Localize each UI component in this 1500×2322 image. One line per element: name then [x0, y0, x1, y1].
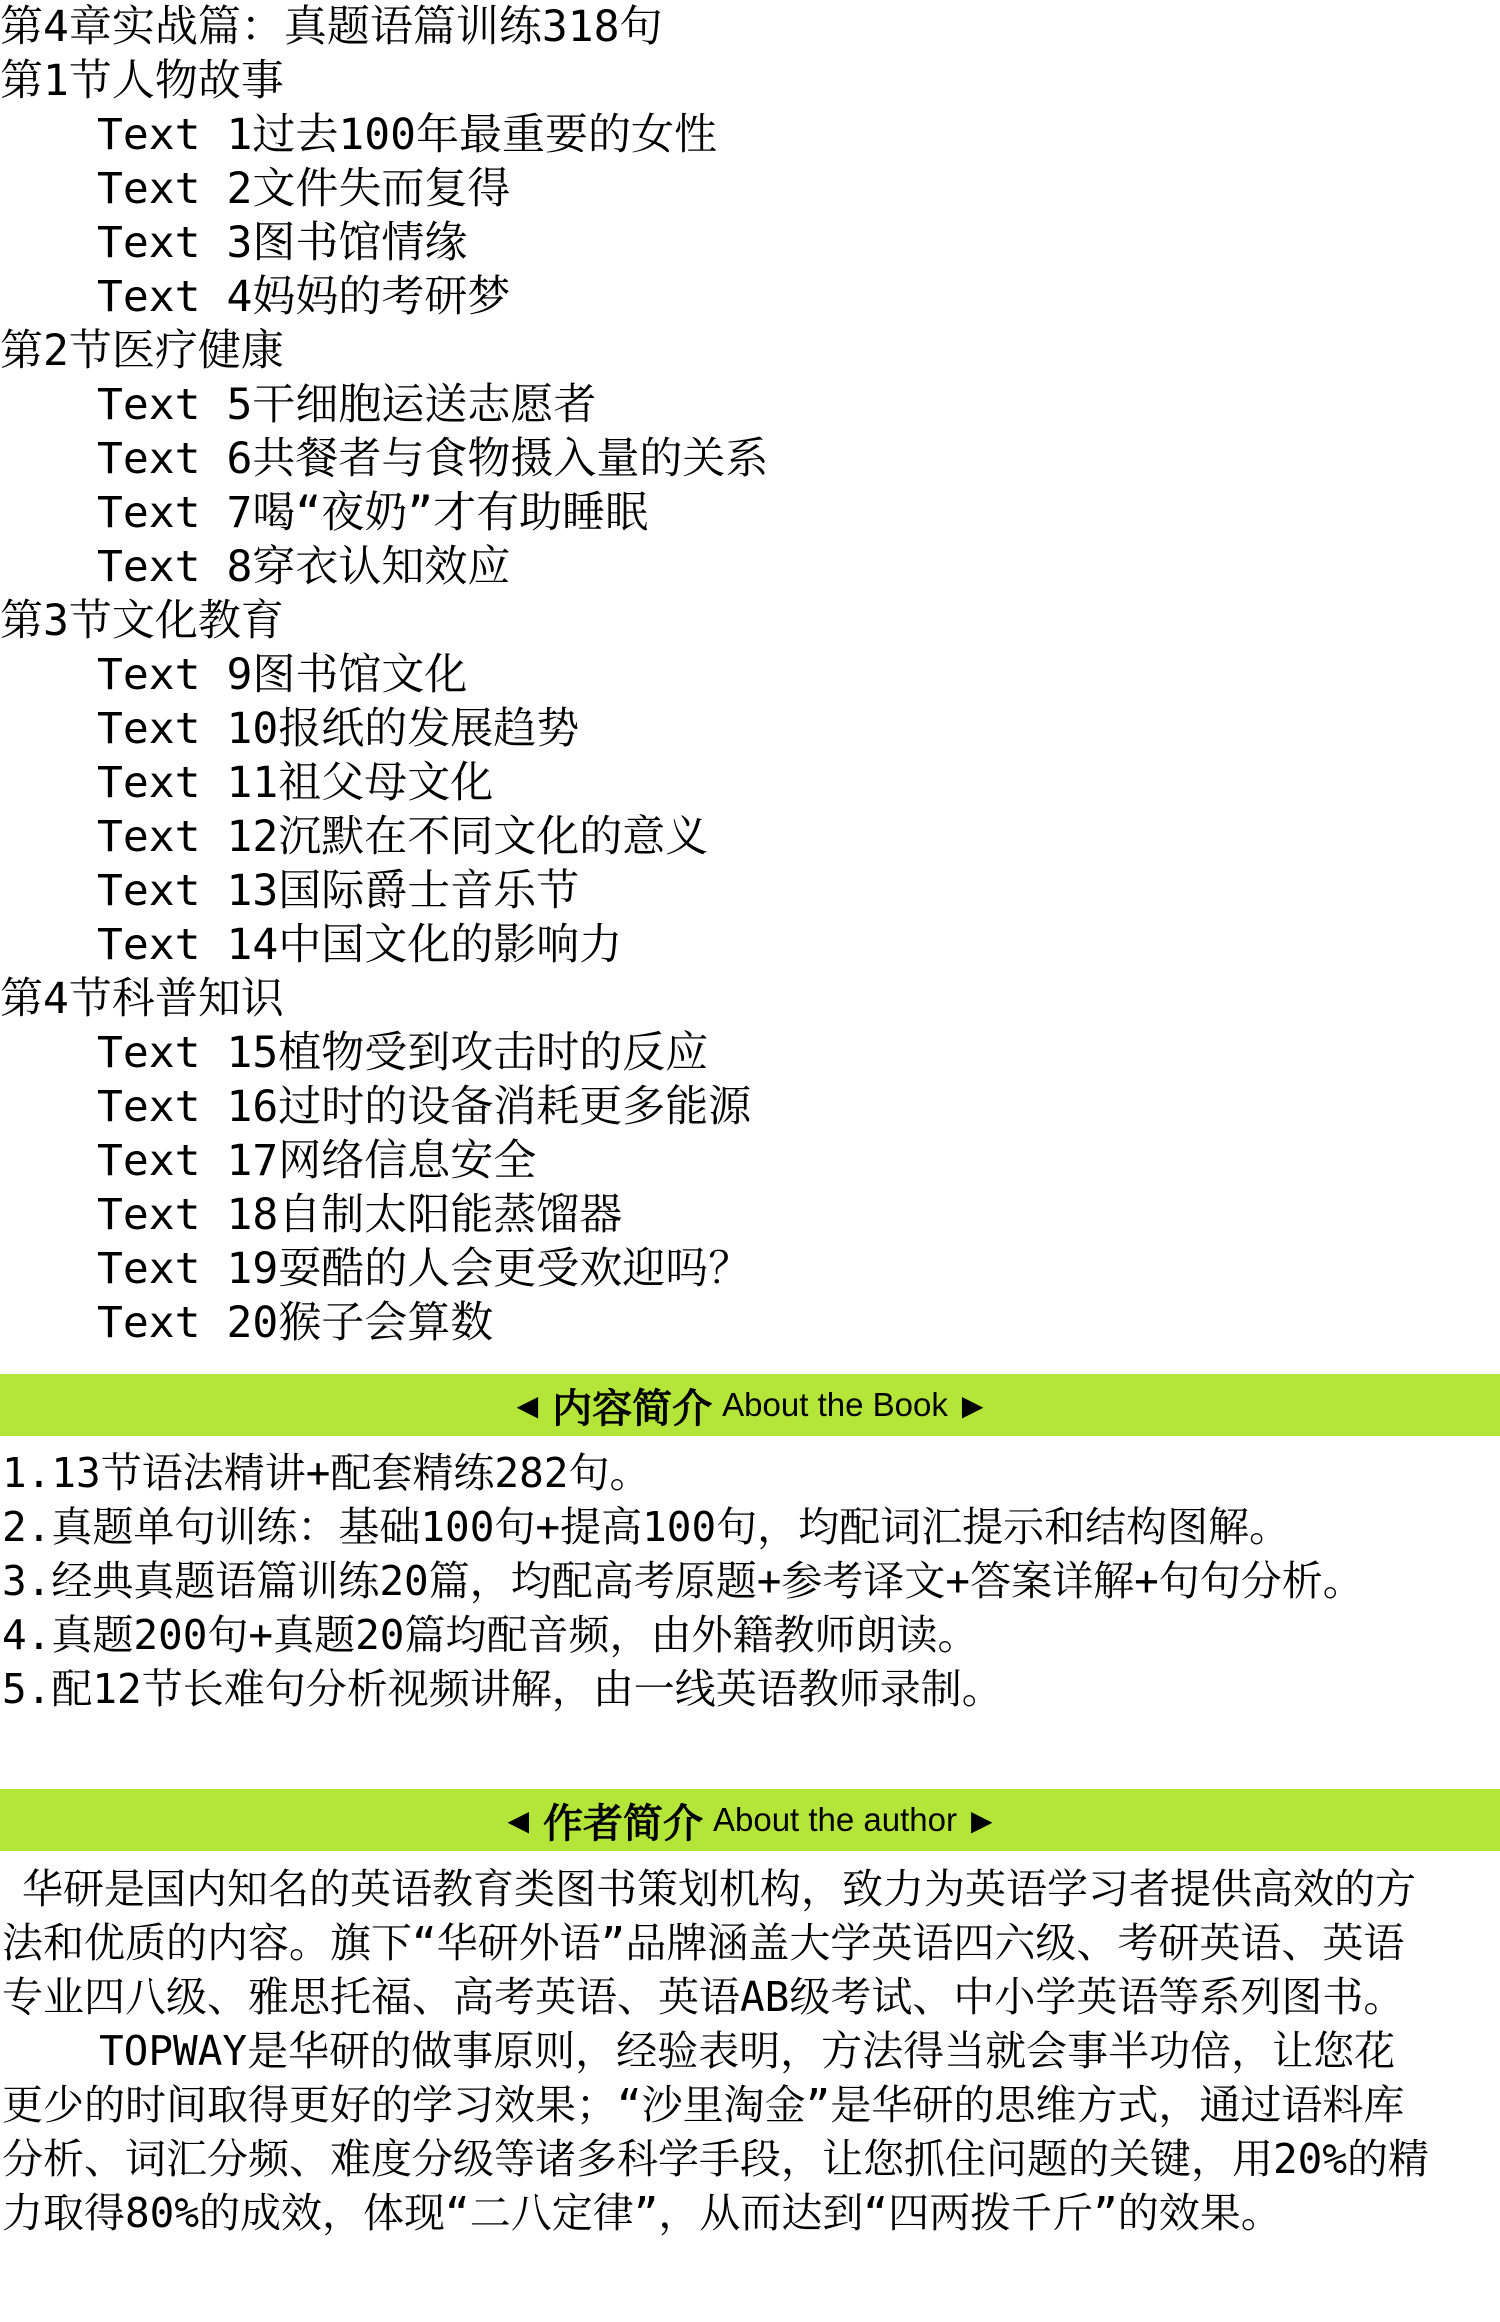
about-book-heading-en: About the Book [722, 1386, 948, 1423]
toc-entry: Text 3图书馆情缘 [97, 218, 468, 268]
toc-entry: Text 9图书馆文化 [97, 650, 468, 700]
author-paragraph: 华研是国内知名的英语教育类图书策划机构，致力为英语学习者提供高效的方法和优质的内容。旗下“华研外语”品牌涵盖大学英语四六级、考研英语、英语专业四八级、雅思托福、高考英语、英语AB级考试、中小学英语等系列图书。 [2, 1865, 1416, 2021]
intro-list-item: 5.配12节长难句分析视频讲解，由一线英语教师录制。 [2, 1665, 1003, 1713]
author-paragraph: TOPWAY是华研的做事原则，经验表明，方法得当就会事半功倍，让您花更少的时间取得更好的学习效果；“沙里淘金”是华研的思维方式，通过语料库分析、词汇分频、难度分级等诸多科学手段，让您抓住问题的关键，用20%的精力取得80%的成效，体现“二八定律”，从而达到“四两拨千斤”的效果。 [2, 2027, 1430, 2237]
toc-section-heading: 第1节人物故事 [0, 56, 284, 106]
right-triangle-icon: ▶ [971, 1804, 993, 1836]
toc-section-heading: 第4章实战篇：真题语篇训练318句 [0, 2, 663, 52]
toc-section-heading: 第2节医疗健康 [0, 326, 284, 376]
intro-list-item: 3.经典真题语篇训练20篇，均配高考原题+参考译文+答案详解+句句分析。 [2, 1557, 1364, 1605]
toc-entry: Text 1过去100年最重要的女性 [97, 110, 717, 160]
toc-entry: Text 14中国文化的影响力 [97, 920, 623, 970]
toc-entry: Text 11祖父母文化 [97, 758, 494, 808]
toc-entry: Text 7喝“夜奶”才有助睡眠 [97, 488, 649, 538]
book-intro-list [0, 1446, 1500, 1716]
author-intro [0, 1862, 1430, 2322]
toc-entry: Text 18自制太阳能蒸馏器 [97, 1190, 623, 1240]
toc-entry: Text 6共餐者与食物摄入量的关系 [97, 434, 769, 484]
intro-list-item: 2.真题单句训练：基础100句+提高100句，均配词汇提示和结构图解。 [2, 1503, 1291, 1551]
left-triangle-icon: ◀ [516, 1389, 539, 1421]
left-triangle-icon: ◀ [507, 1804, 529, 1836]
toc-entry: Text 5干细胞运送志愿者 [97, 380, 597, 430]
about-author-heading-en: About the author [712, 1801, 958, 1838]
intro-list-item: 4.真题200句+真题20篇均配音频，由外籍教师朗读。 [2, 1611, 979, 1659]
toc-entry: Text 13国际爵士音乐节 [97, 866, 580, 916]
toc-section-heading: 第4节科普知识 [0, 974, 284, 1024]
toc-entry: Text 4妈妈的考研梦 [97, 272, 511, 322]
about-author-heading-zh: 作者简介 [542, 1800, 703, 1847]
toc-entry: Text 15植物受到攻击时的反应 [97, 1028, 709, 1078]
about-author-banner [0, 1789, 1500, 1851]
toc-entry: Text 10报纸的发展趋势 [97, 704, 580, 754]
right-triangle-icon: ▶ [961, 1389, 984, 1421]
about-book-heading-zh: 内容简介 [552, 1385, 713, 1432]
toc-entry: Text 17网络信息安全 [97, 1136, 537, 1186]
toc-entry: Text 20猴子会算数 [97, 1298, 494, 1348]
toc-entry: Text 16过时的设备消耗更多能源 [97, 1082, 752, 1132]
intro-list-item: 1.13节语法精讲+配套精练282句。 [2, 1449, 651, 1497]
toc-entry: Text 2文件失而复得 [97, 164, 511, 214]
toc-entry: Text 8穿衣认知效应 [97, 542, 511, 592]
toc-section-heading: 第3节文化教育 [0, 596, 284, 646]
toc-entry: Text 19耍酷的人会更受欢迎吗？ [97, 1244, 752, 1294]
toc-entry: Text 12沉默在不同文化的意义 [97, 812, 709, 862]
about-book-banner [0, 1374, 1500, 1436]
